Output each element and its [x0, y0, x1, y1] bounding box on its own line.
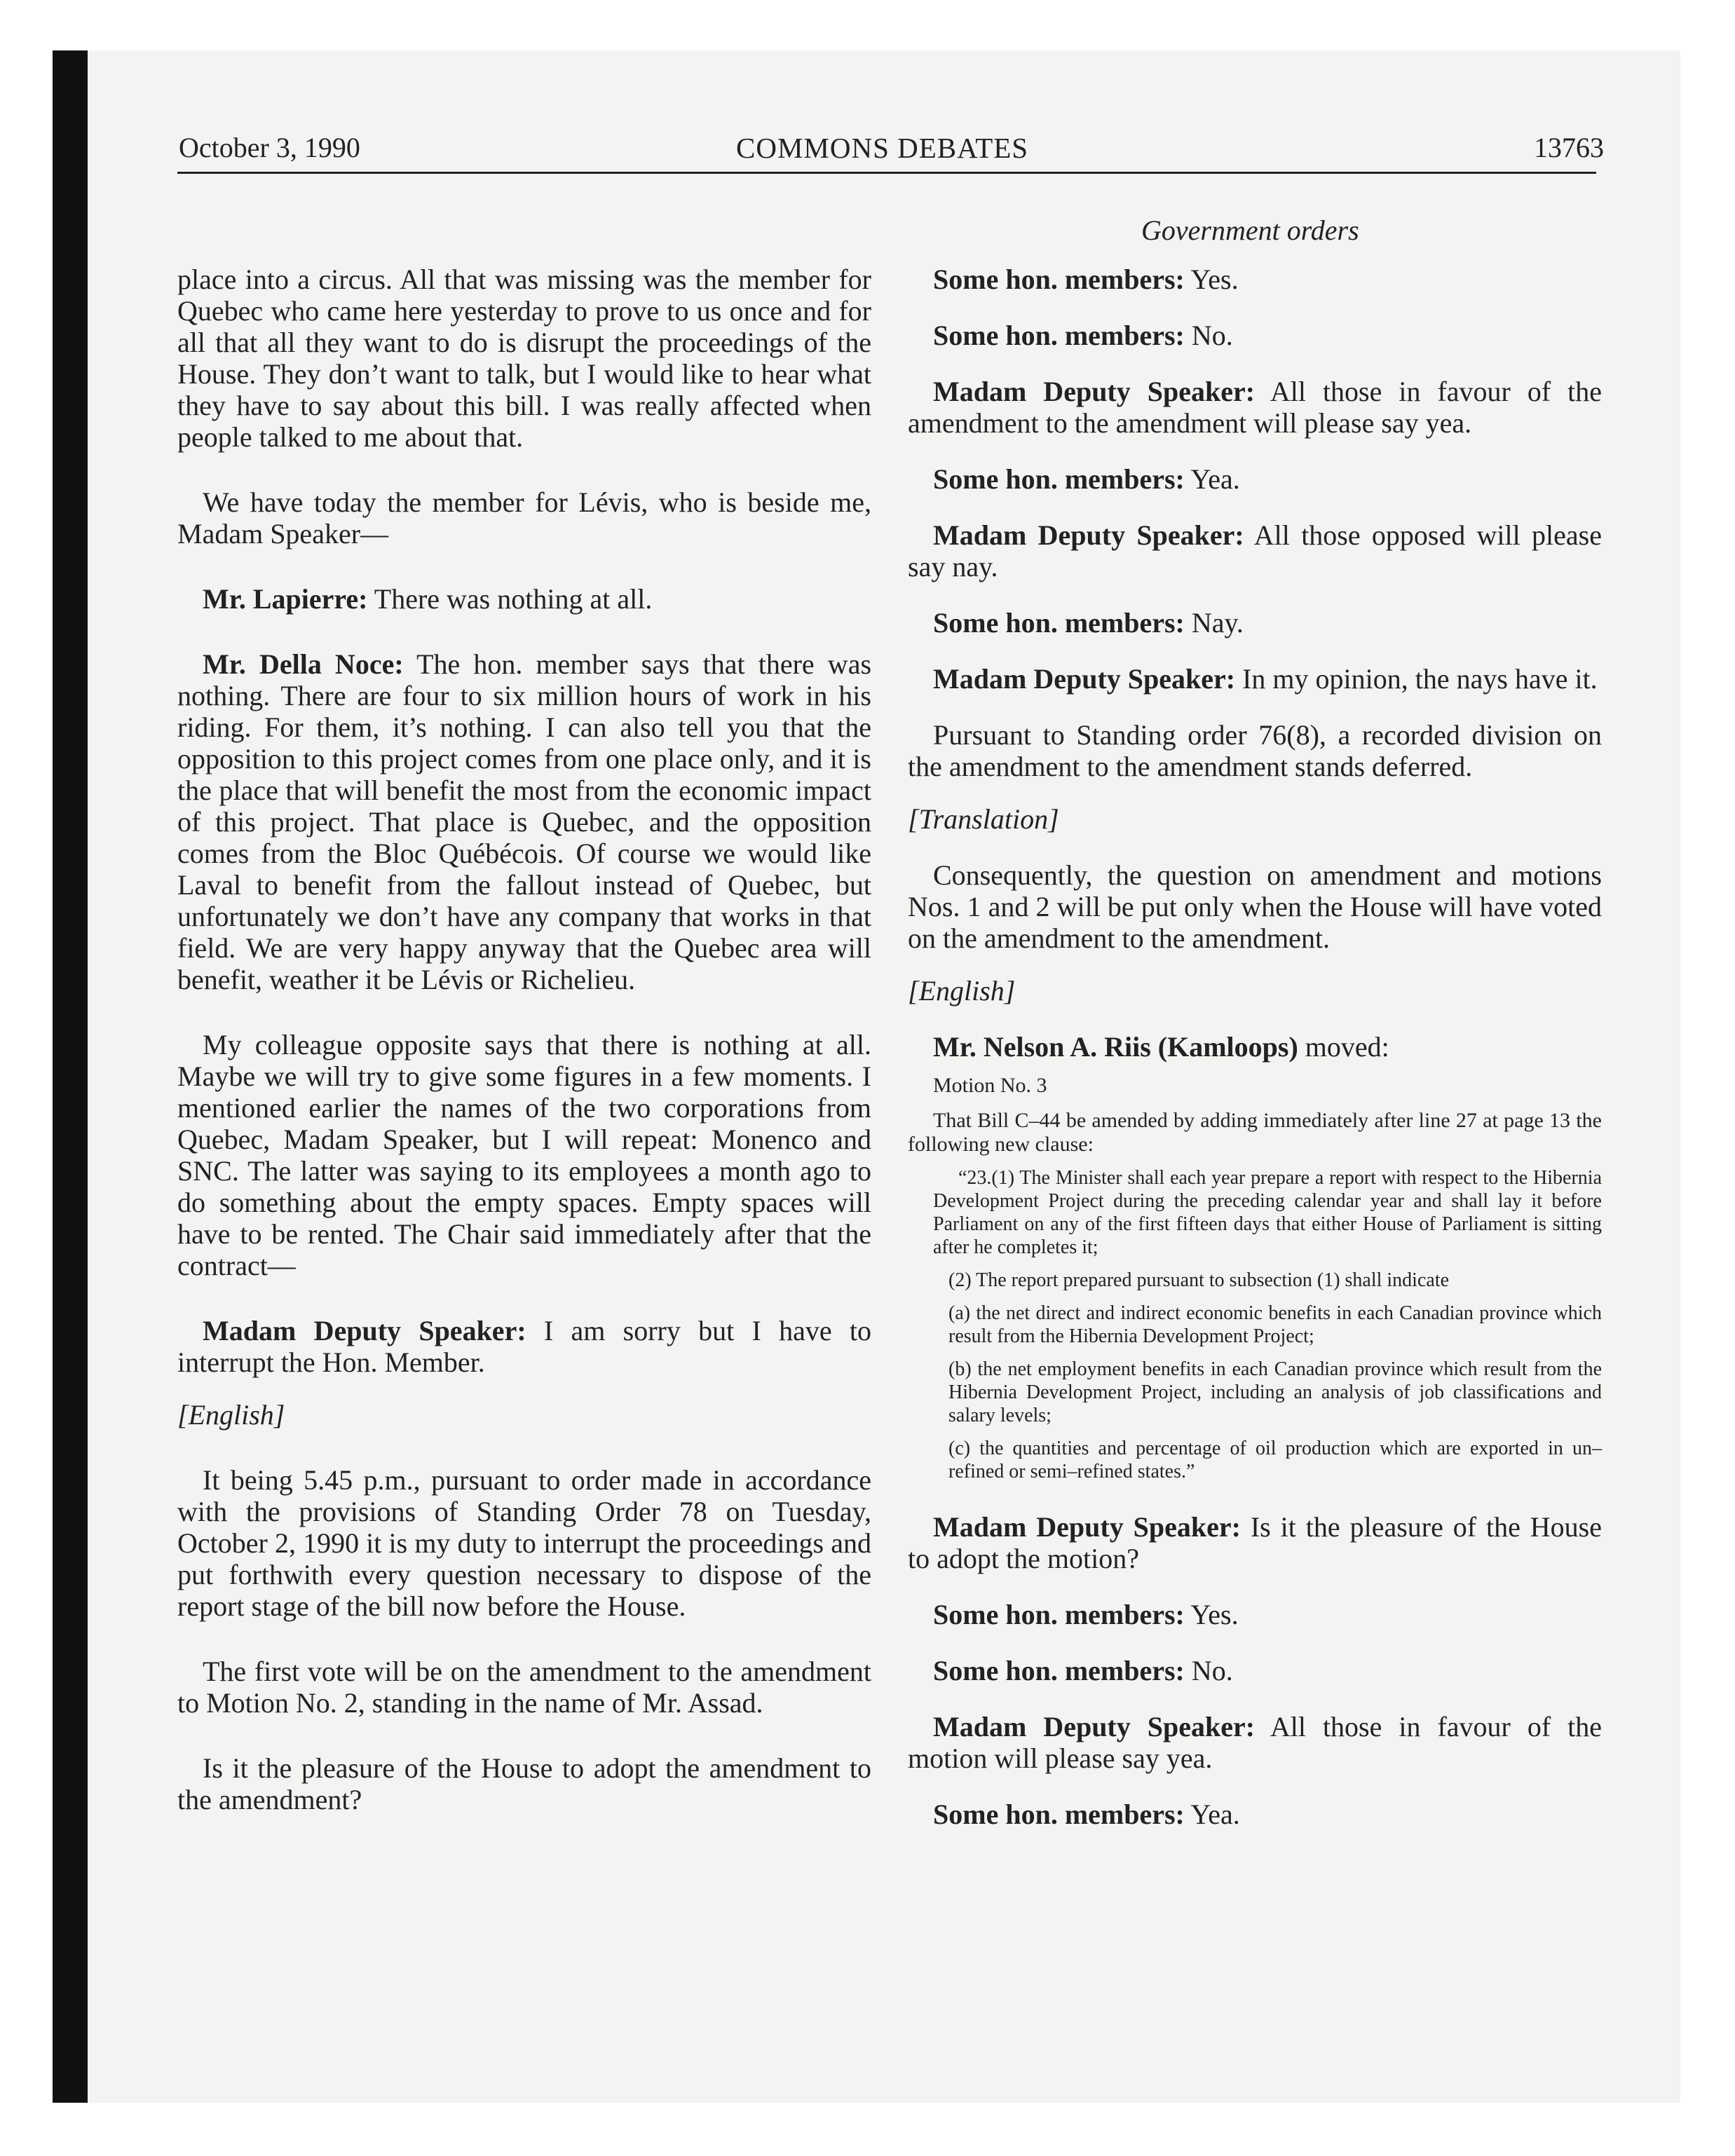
paragraph	[908, 663, 1602, 695]
paragraph-text: The hon. member says that there was nothing. There are four to six million hours of work in his riding. For them, it’s nothing. I can also tell you that the opposition to this project comes from one place only, and it is the place that will benefit the most from the economic impact of this project. That place is Quebec, and the opposition comes from the Bloc Québécois. Of course we would like Laval to benefit from the fallout instead of Quebec, but unfortunately we don’t have any company that works in that field. We are very happy anyway that the Quebec area will benefit, weather it be Lévis or Richelieu.	[177, 648, 872, 995]
paragraph-text: Yea.	[1190, 1799, 1240, 1830]
motion-clause: (a) the net direct and indirect economic benefits in each Canadian province which result from the Hibernia Development Project;	[948, 1302, 1602, 1347]
paragraph	[908, 376, 1602, 439]
left-column	[177, 264, 871, 1815]
paragraph	[908, 264, 1602, 295]
paragraph-text: I am sorry but I have to interrupt the Hon. Member.	[177, 1315, 872, 1378]
scan-black-edge	[53, 50, 88, 2103]
paragraph-text: place into a circus. All that was missing was the member for Quebec who came here yesterday to prove to us once and for all that all they want to do is disrupt the proceedings of the House. They don’t want to talk, but I would like to hear what they have to say about this bill. I was really affected when people talked to me about that.	[177, 264, 871, 453]
paragraph-text: Is it the pleasure of the House to adopt the amendment to the amendment?	[177, 1752, 871, 1815]
paragraph-text: We have today the member for Lévis, who is beside me, Madam Speaker—	[177, 486, 871, 550]
paragraph-text: moved:	[1305, 1031, 1389, 1063]
motion-label: Motion No. 3	[933, 1074, 1047, 1097]
paragraph	[908, 463, 1602, 495]
paragraph	[177, 1656, 871, 1719]
paragraph-text: Yea.	[1190, 463, 1240, 495]
paragraph	[177, 486, 871, 550]
speaker-name: Some hon. members:	[933, 607, 1185, 639]
motion-intro: That Bill C–44 be amended by adding immediately after line 27 at page 13 the following new clause:	[908, 1109, 1602, 1156]
header-page-number: 13763	[1534, 132, 1604, 163]
header-rule	[177, 172, 1596, 174]
paragraph	[908, 1711, 1602, 1774]
language-tag: [English]	[908, 975, 1016, 1007]
motion-clause: (b) the net employment benefits in each Canadian province which result from the Hibernia Development Project, including an analysis of job classifications and salary levels;	[948, 1358, 1602, 1426]
paragraph-text: Pursuant to Standing order 76(8), a recorded division on the amendment to the amendment stands deferred.	[908, 719, 1602, 782]
paragraph-text: No.	[1191, 1655, 1233, 1686]
paragraph-text: It being 5.45 p.m., pursuant to order made in accordance with the provisions of Standing Order 78 on Tuesday, October 2, 1990 it is my duty to interrupt the proceedings and put forthwith every question necessary to dispose of the report stage of the bill now before the House.	[177, 1464, 871, 1622]
speaker-name: Madam Deputy Speaker:	[203, 1315, 526, 1346]
speaker-name: Some hon. members:	[933, 1799, 1185, 1830]
paragraph	[908, 719, 1602, 782]
header-date: October 3, 1990	[179, 132, 360, 163]
speaker-name: Some hon. members:	[933, 1599, 1185, 1630]
paragraph-text: Consequently, the question on amendment and motions Nos. 1 and 2 will be put only when the House will have voted on the amendment to the amendment.	[908, 859, 1602, 954]
paragraph	[908, 1655, 1602, 1686]
speaker-name: Madam Deputy Speaker:	[933, 519, 1244, 551]
speaker-name: Madam Deputy Speaker:	[933, 663, 1236, 695]
paragraph	[908, 1031, 1602, 1063]
paragraph	[908, 320, 1602, 351]
paragraph-text: Nay.	[1191, 607, 1244, 639]
paragraph-text: In my opinion, the nays have it.	[1242, 663, 1598, 695]
paragraph-text: There was nothing at all.	[374, 583, 653, 615]
paragraph	[177, 648, 871, 995]
paragraph	[908, 859, 1602, 954]
motion-clause: (2) The report prepared pursuant to subsection (1) shall indicate	[948, 1269, 1450, 1291]
speaker-name: Madam Deputy Speaker:	[933, 376, 1256, 407]
motion-clause: (c) the quantities and percentage of oil production which are exported in un–refined or semi–refined states.”	[948, 1438, 1602, 1482]
speaker-name: Mr. Della Noce:	[203, 648, 404, 680]
paragraph	[177, 1315, 871, 1378]
speaker-name: Mr. Nelson A. Riis (Kamloops)	[933, 1031, 1298, 1063]
paragraph	[177, 1752, 871, 1815]
paragraph-text: Is it the pleasure of the House to adopt the motion?	[908, 1511, 1603, 1574]
motion-clause: “23.(1) The Minister shall each year prepare a report with respect to the Hibernia Development Project during the preceding calendar year and shall lay it before Parliament on any of the first fifteen days that either House of Parliament is sitting after he completes it;	[933, 1167, 1602, 1258]
speaker-name: Some hon. members:	[933, 1655, 1185, 1686]
paragraph-text: All those in favour of the motion will please say yea.	[908, 1711, 1602, 1774]
paragraph-text: My colleague opposite says that there is nothing at all. Maybe we will try to give some figures in a few moments. I mentioned earlier the names of the two corporations from Quebec, Madam Speaker, but I will repeat: Monenco and SNC. The latter was saying to its employees a month ago to do something about the empty spaces. Empty spaces will have to be rented. The Chair said immediately after that the contract—	[177, 1029, 871, 1281]
paragraph-text: Yes.	[1190, 264, 1239, 295]
paragraph	[908, 519, 1602, 582]
speaker-name: Some hon. members:	[933, 320, 1185, 351]
language-tag: [English]	[177, 1399, 285, 1431]
header-title: COMMONS DEBATES	[736, 132, 1029, 164]
paragraph	[177, 583, 871, 615]
speaker-name: Madam Deputy Speaker:	[933, 1711, 1256, 1742]
section-label: Government orders	[1141, 214, 1359, 246]
speaker-name: Some hon. members:	[933, 264, 1185, 295]
paragraph-text: All those in favour of the amendment to the amendment will please say yea.	[908, 376, 1602, 439]
paragraph	[177, 264, 871, 453]
paragraph	[908, 607, 1602, 639]
paragraph	[177, 1029, 871, 1281]
motion-block	[908, 1072, 1602, 1483]
language-tag: [Translation]	[908, 803, 1059, 835]
paragraph	[908, 1799, 1602, 1830]
paragraph-text: The first vote will be on the amendment to the amendment to Motion No. 2, standing in the name of Mr. Assad.	[177, 1656, 871, 1719]
paragraph-text: No.	[1191, 320, 1233, 351]
speaker-name: Mr. Lapierre:	[203, 583, 368, 615]
paragraph-text: All those opposed will please say nay.	[908, 519, 1602, 582]
paragraph	[908, 1511, 1602, 1574]
paragraph	[177, 1464, 871, 1622]
paragraph	[908, 1599, 1602, 1630]
speaker-name: Some hon. members:	[933, 463, 1185, 495]
speaker-name: Madam Deputy Speaker:	[933, 1511, 1241, 1543]
paragraph-text: Yes.	[1190, 1599, 1239, 1630]
right-column	[908, 264, 1602, 1830]
